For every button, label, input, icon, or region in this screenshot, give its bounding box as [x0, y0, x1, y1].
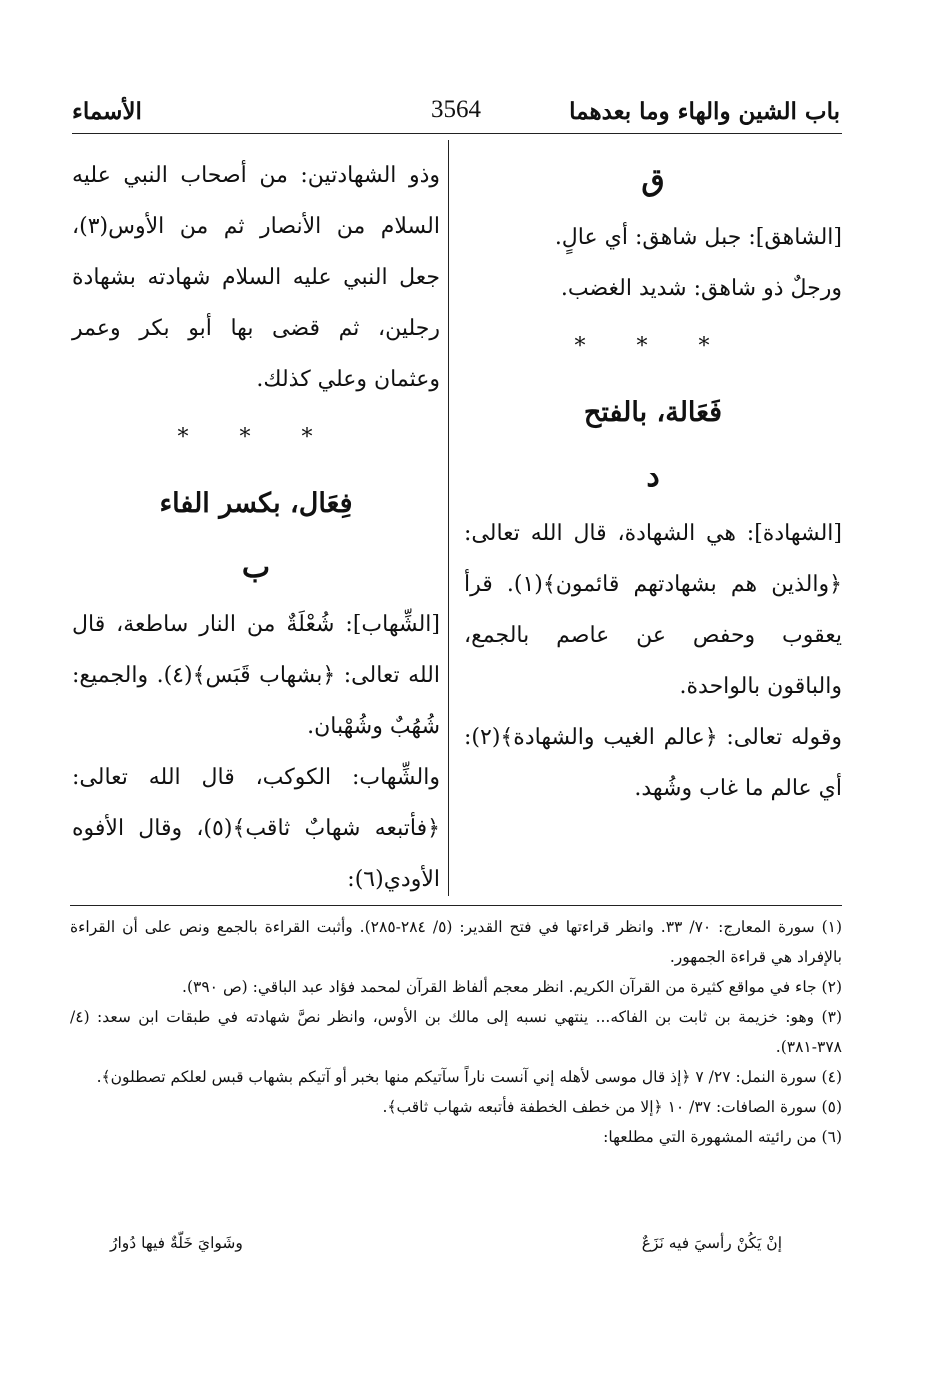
footnote-1: (١) سورة المعارج: ٧٠/ ٣٣. وانظر قراءتها في فتح القدير: (٥/ ٢٨٤-٢٨٥). وأثبت القراءة بالجمع ونص على أن القراءة بالإفراد هي قراءة الجمهور.: [70, 918, 843, 966]
pattern-heading-faala: فَعَالة، بالفتح: [583, 397, 723, 428]
section-separator: * * *: [177, 425, 335, 450]
verse-first-hemistich: إنْ يَكُنْ رأسيَ فيه نَزَعٌ: [641, 1234, 782, 1252]
letter-qaf-heading: ق: [641, 163, 665, 198]
header-divider: [72, 133, 842, 134]
entry-shihab: [الشِّهاب]: شُعْلَةٌ من النار ساطعة، قال الله تعالى: ﴿بشهاب قَبَس﴾(٤). والجميع: شُهُبٌ وشُهْبان.: [72, 612, 440, 739]
left-column: [72, 150, 440, 905]
footnote-5: (٥) سورة الصافات: ٣٧/ ١٠ ﴿إلا من خطف الخطفة فأتبعه شهاب ثاقب﴾.: [382, 1098, 842, 1116]
letter-ba-heading: ب: [241, 550, 271, 585]
entry-shahiq-man: ورجلٌ ذو شاهق: شديد الغضب.: [560, 276, 842, 301]
entry-shihab-star: والشِّهاب: الكوكب، قال الله تعالى: ﴿فأتبعه شهابٌ ثاقب﴾(٥)، وقال الأفوه الأودي(٦):: [72, 765, 440, 892]
footnote-divider: [70, 905, 842, 906]
column-divider: [448, 140, 449, 896]
entry-dhu-shahadatayn: وذو الشهادتين: من أصحاب النبي عليه السلام من الأنصار ثم من الأوس(٣)، جعل النبي عليه السلام شهادته بشهادة رجلين، ثم قضى بها أبو بكر وعمر وعثمان وعلي كذلك.: [72, 163, 440, 392]
section-separator: * * *: [574, 334, 732, 359]
page-number: 3564: [431, 96, 481, 123]
section-title: الأسماء: [72, 98, 142, 125]
letter-dal-heading: د: [646, 459, 660, 494]
entry-shahada: [الشهادة]: هي الشهادة، قال الله تعالى: ﴿والذين هم بشهادتهم قائمون﴾(١). قرأ يعقوب وحفص عن عاصم بالجمع، والباقون بالواحدة.: [464, 521, 842, 699]
pattern-heading-fial: فِعَال، بكسر الفاء: [159, 488, 353, 519]
footnotes: [70, 912, 842, 1152]
footnote-4: (٤) سورة النمل: ٢٧/ ٧ ﴿إذ قال موسى لأهله إني آنست ناراً سآتيكم منها بخبر أو آتيكم بشهاب قبس لعلكم تصطلون﴾.: [96, 1068, 842, 1086]
entry-shahiq: [الشاهق]: جبل شاهق: أي عالٍ.: [554, 225, 842, 250]
entry-shahada-verse: وقوله تعالى: ﴿عالم الغيب والشهادة﴾(٢): أي عالم ما غاب وشُهد.: [464, 725, 842, 801]
footnote-6: (٦) من رائيته المشهورة التي مطلعها:: [603, 1128, 842, 1146]
page-header: [72, 92, 840, 132]
verse-second-hemistich: وشَوايَ خَلّةٌ فيها دُوارُ: [110, 1234, 243, 1252]
footnote-3: (٣) وهو: خزيمة بن ثابت بن الفاكه... ينتهي نسبه إلى مالك بن الأوس، وانظر نصَّ شهادته في طبقات ابن سعد: (٤/ ٣٧٨-٣٨١).: [70, 1008, 842, 1056]
footnote-2: (٢) جاء في مواقع كثيرة من القرآن الكريم. انظر معجم ألفاظ القرآن لمحمد فؤاد عبد الباقي: (ص ٣٩٠).: [182, 978, 842, 996]
chapter-title: باب الشين والهاء وما بعدهما: [569, 98, 840, 125]
poetry-verse: [110, 1234, 782, 1264]
right-column: [464, 150, 842, 814]
